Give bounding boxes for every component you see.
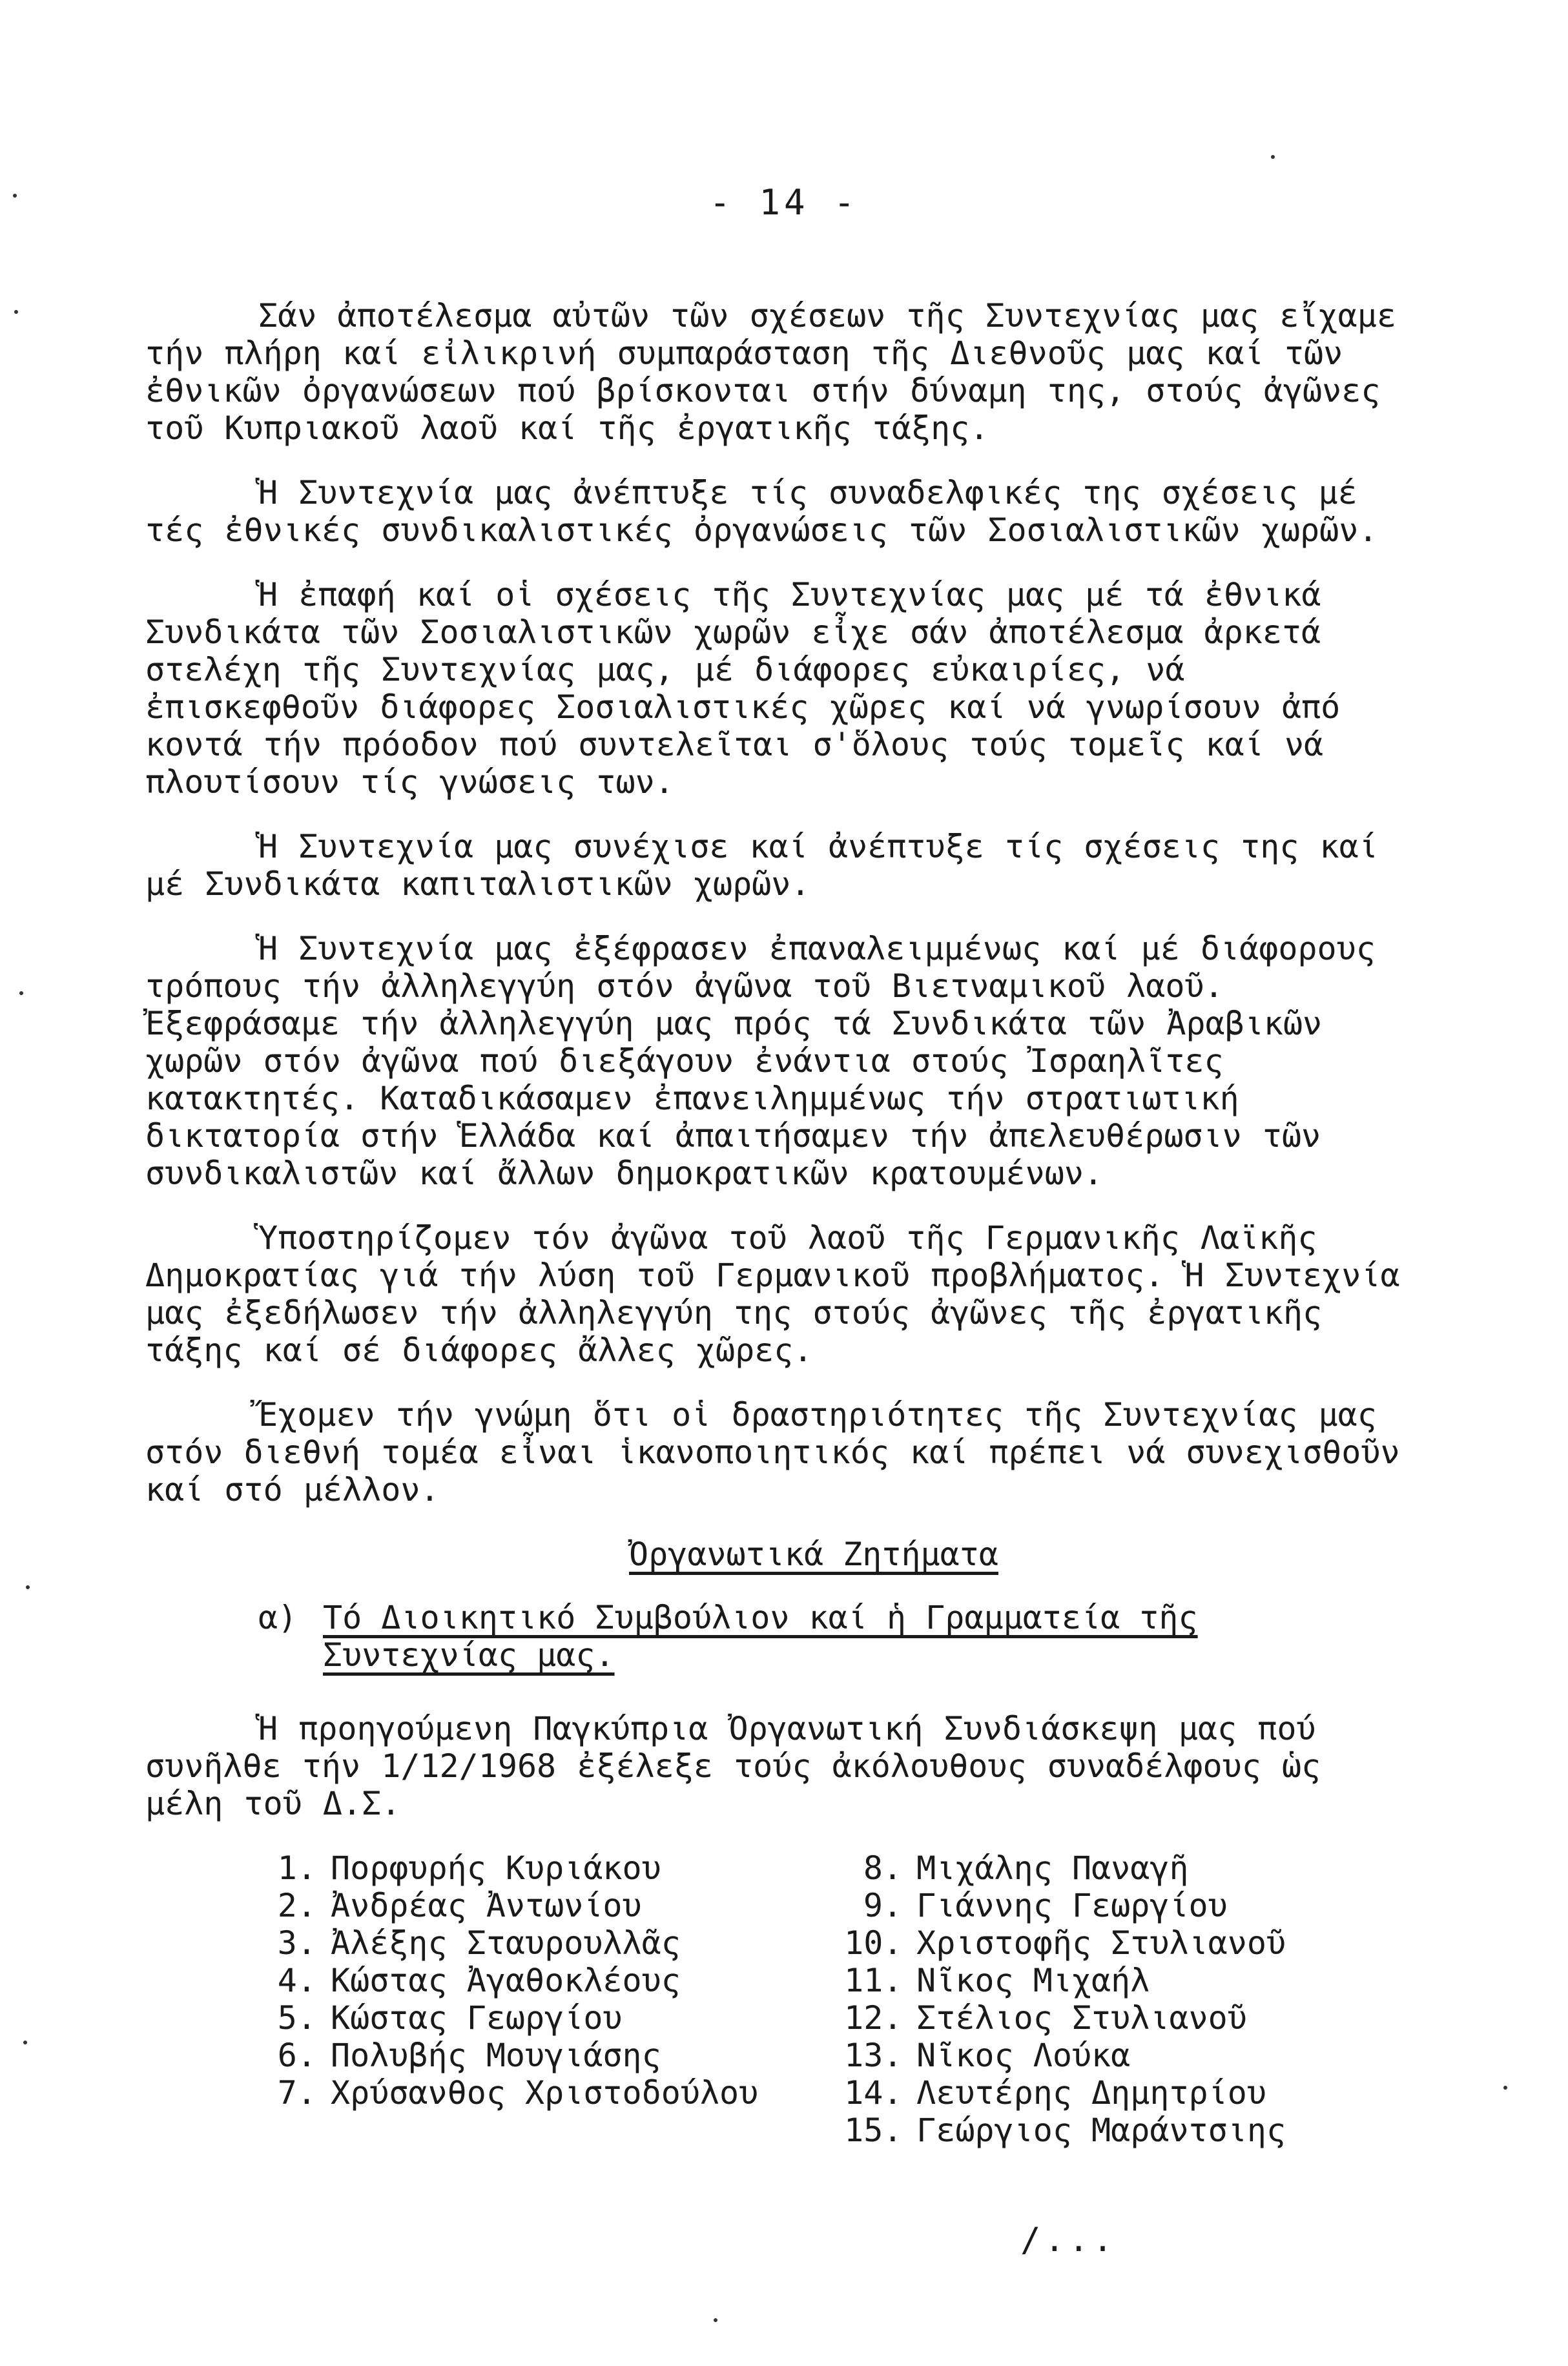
page-number: - 14 -	[709, 182, 859, 223]
scan-speck	[19, 991, 23, 995]
board-members-list	[145, 1849, 1411, 2149]
scan-speck	[26, 1585, 30, 1589]
member-name: Γιάννης Γεωργίου	[916, 1887, 1228, 1924]
member-number: 2.	[277, 1887, 316, 1924]
member-number: 6.	[277, 2037, 316, 2074]
member-name: Λευτέρης Δημητρίου	[916, 2074, 1266, 2112]
member-number: 8.	[863, 1849, 903, 1887]
paragraph-6: Ὑποστηρίζομεν τόν ἀγῶνα τοῦ λαοῦ τῆς Γερμανικῆς Λαϊκῆς Δημοκρατίας γιά τήν λύση τοῦ Γερμανικοῦ προβλήματος. Ἡ Συντεχνία μας ἐξεδήλωσεν τήν ἀλληλεγγύη της στούς ἀγῶνες τῆς ἐργατικῆς τάξης καί σέ διάφορες ἄλλες χῶρες.	[145, 1219, 1400, 1369]
member-name: Κώστας Γεωργίου	[331, 1999, 623, 2037]
member-number: 9.	[863, 1887, 903, 1924]
member-item	[258, 1924, 844, 1962]
members-intro: Ἡ προηγούμενη Παγκύπρια Ὀργανωτική Συνδιάσκεψη μας πού συνῆλθε τήν 1/12/1968 ἐξέλεξε τούς ἀκόλουθους συναδέλφους ὡς μέλη τοῦ Δ.Σ.	[145, 1710, 1321, 1822]
scan-speck	[14, 310, 18, 314]
member-number: 13.	[844, 2037, 903, 2074]
paragraph-1: Σάν ἀποτέλεσμα αὐτῶν τῶν σχέσεων τῆς Συντεχνίας μας εἴχαμε τήν πλήρη καί εἰλικρινή συμπαράσταση τῆς Διεθνοῦς μας καί τῶν ἐθνικῶν ὀργανώσεων πού βρίσκονται στήν δύναμη της, στούς ἀγῶνες τοῦ Κυπριακοῦ λαοῦ καί τῆς ἐργατικῆς τάξης.	[145, 297, 1396, 447]
member-item	[258, 2074, 844, 2112]
member-name: Χρύσανθος Χριστοδούλου	[331, 2074, 759, 2112]
member-name: Κώστας Ἀγαθοκλέους	[331, 1962, 681, 1999]
members-column-left	[258, 1849, 844, 2149]
member-item	[258, 1849, 844, 1887]
member-name: Ἀλέξης Σταυρουλλᾶς	[331, 1924, 681, 1962]
scan-speck	[1503, 2086, 1507, 2090]
section-heading	[145, 1536, 1411, 1573]
member-number: 15.	[844, 2112, 903, 2149]
paragraph-4: Ἡ Συντεχνία μας συνέχισε καί ἀνέπτυξε τίς σχέσεις της καί μέ Συνδικάτα καπιταλιστικῶν χωρῶν.	[145, 828, 1378, 903]
scan-speck	[23, 2041, 27, 2044]
paragraph-2: Ἡ Συντεχνία μας ἀνέπτυξε τίς συναδελφικές της σχέσεις μέ τές ἐθνικές συνδικαλιστικές ὀργανώσεις τῶν Σοσιαλιστικῶν χωρῶν.	[145, 474, 1378, 549]
member-number: 1.	[277, 1849, 316, 1887]
member-item	[258, 1999, 844, 2037]
subheading-marker: α)	[258, 1599, 298, 1636]
member-number: 12.	[844, 1999, 903, 2037]
member-item	[844, 2074, 1411, 2112]
member-item	[844, 1962, 1411, 1999]
paragraph-5: Ἡ Συντεχνία μας ἐξέφρασεν ἐπαναλειμμένως καί μέ διάφορους τρόπους τήν ἀλληλεγγύη στόν ἀγῶνα τοῦ Βιετναμικοῦ λαοῦ. Ἐξεφράσαμε τήν ἀλληλεγγύη μας πρός τά Συνδικάτα τῶν Ἀραβικῶν χωρῶν στόν ἀγῶνα πού διεξάγουν ἐνάντια στούς Ἰσραηλῖτες κατακτητές. Καταδικάσαμεν ἐπανειλημμένως τήν στρατιωτική δικτατορία στήν Ἑλλάδα καί ἀπαιτήσαμεν τήν ἀπελευθέρωσιν τῶν συνδικαλιστῶν καί ἄλλων δημοκρατικῶν κρατουμένων.	[145, 930, 1376, 1192]
member-number: 7.	[277, 2074, 316, 2112]
scan-speck	[1271, 155, 1275, 159]
paragraph-7: Ἔχομεν τήν γνώμη ὅτι οἱ δραστηριότητες τῆς Συντεχνίας μας στόν διεθνή τομέα εἶναι ἱκανοποιητικός καί πρέπει νά συνεχισθοῦν καί στό μέλλον.	[145, 1396, 1400, 1508]
member-number: 5.	[277, 1999, 316, 2037]
member-item	[258, 1887, 844, 1924]
member-name: Ἀνδρέας Ἀντωνίου	[331, 1887, 642, 1924]
members-column-right	[844, 1849, 1411, 2149]
member-name: Πορφυρής Κυριάκου	[331, 1849, 661, 1887]
member-name: Πολυβής Μουγιάσης	[331, 2037, 661, 2074]
member-item	[844, 2112, 1411, 2149]
member-name: Γεώργιος Μαράντσιης	[916, 2112, 1286, 2149]
continuation-mark: /...	[1020, 2221, 1117, 2259]
member-name: Χριστοφῆς Στυλιανοῦ	[916, 1924, 1286, 1962]
member-name: Μιχάλης Παναγῆ	[916, 1849, 1189, 1887]
member-number: 3.	[277, 1924, 316, 1962]
member-number: 4.	[277, 1962, 316, 1999]
member-item	[844, 1999, 1411, 2037]
document-body	[145, 297, 1411, 2149]
member-item	[258, 2037, 844, 2074]
paragraph-3: Ἡ ἐπαφή καί οἱ σχέσεις τῆς Συντεχνίας μας μέ τά ἐθνικά Συνδικάτα τῶν Σοσιαλιστικῶν χωρῶν εἶχε σάν ἀποτέλεσμα ἀρκετά στελέχη τῆς Συντεχνίας μας, μέ διάφορες εὐκαιρίες, νά ἐπισκεφθοῦν διάφορες Σοσιαλιστικές χῶρες καί νά γνωρίσουν ἀπό κοντά τήν πρόοδον πού συντελεῖται σ'ὅλους τούς τομεῖς καί νά πλουτίσουν τίς γνώσεις των.	[145, 576, 1341, 801]
member-number: 11.	[844, 1962, 903, 1999]
member-number: 10.	[844, 1924, 903, 1962]
scan-speck	[714, 2318, 717, 2322]
scan-speck	[13, 194, 17, 198]
member-item	[844, 1887, 1411, 1924]
member-name: Νῖκος Μιχαήλ	[916, 1962, 1150, 1999]
member-name: Νῖκος Λούκα	[916, 2037, 1131, 2074]
member-number: 14.	[844, 2074, 903, 2112]
member-item	[844, 1924, 1411, 1962]
subheading	[258, 1599, 1411, 1674]
member-item	[844, 2037, 1411, 2074]
member-item	[258, 1962, 844, 1999]
member-name: Στέλιος Στυλιανοῦ	[916, 1999, 1247, 2037]
member-item	[844, 1849, 1411, 1887]
section-heading-text: Ὀργανωτικά Ζητήματα	[629, 1536, 998, 1573]
subheading-text: Τό Διοικητικό Συμβούλιον καί ἡ Γραμματεία τῆς Συντεχνίας μας.	[323, 1599, 1198, 1674]
